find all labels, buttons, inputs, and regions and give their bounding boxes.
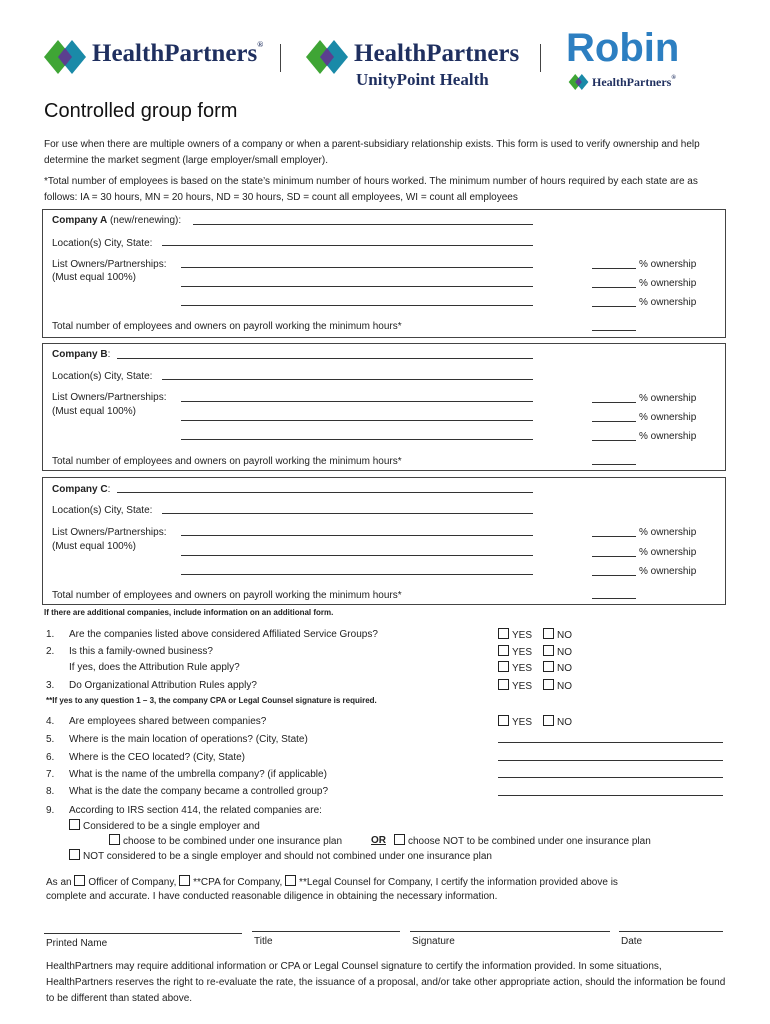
q4-no-checkbox[interactable] (543, 715, 554, 726)
q9-combined-checkbox[interactable] (109, 834, 120, 845)
q2-number: 2. (46, 646, 55, 657)
company-c-ownership-3-field[interactable] (592, 575, 636, 576)
certification-line-1 (46, 875, 618, 889)
logo2-brand: HealthPartners (354, 40, 520, 67)
company-b-owner-3-field[interactable] (181, 439, 533, 440)
intro-paragraph: For use when there are multiple owners of a company or when a parent-subsidiary relationship exists. This form is used to verify ownership and help determine the market segment (large employer/small employer). (44, 139, 700, 166)
company-c-must-equal-label: (Must equal 100%) (52, 541, 136, 552)
q6-number: 6. (46, 752, 55, 763)
q9-option-not-combined[interactable]: choose NOT to be combined under one insurance plan (394, 834, 651, 848)
q3-no-checkbox[interactable] (543, 679, 554, 690)
healthpartners-unitypoint-diamond-icon (306, 40, 350, 74)
company-c-ownership-3-label: % ownership (639, 566, 697, 577)
company-a-label: Company A (new/renewing): (52, 215, 182, 226)
company-a-ownership-1-field[interactable] (592, 268, 636, 269)
company-c-ownership-1-label: % ownership (639, 527, 697, 538)
company-a-owner-2-field[interactable] (181, 286, 533, 287)
q4-text: Are employees shared between companies? (69, 716, 267, 727)
q2-yes-checkbox[interactable] (498, 645, 509, 656)
q9-not-combined-checkbox[interactable] (394, 834, 405, 845)
date-label: Date (621, 936, 643, 947)
company-c-location-field[interactable] (162, 513, 533, 514)
q3-number: 3. (46, 680, 55, 691)
q9-not-single-employer-checkbox[interactable] (69, 849, 80, 860)
q4-number: 4. (46, 716, 55, 727)
healthpartners-diamond-icon (44, 40, 88, 74)
q5-text: Where is the main location of operations? (City, State) (69, 734, 308, 745)
company-c-name-field[interactable] (117, 492, 533, 493)
company-c-ownership-2-label: % ownership (639, 547, 697, 558)
logo3-trademark: ® (671, 75, 676, 81)
company-a-must-equal-label: (Must equal 100%) (52, 272, 136, 283)
q1-number: 1. (46, 629, 55, 640)
legal-counsel-checkbox[interactable] (285, 875, 296, 886)
signature-field[interactable] (410, 931, 610, 932)
company-b-ownership-1-field[interactable] (592, 402, 636, 403)
q6-text: Where is the CEO located? (City, State) (69, 752, 245, 763)
company-b-owner-2-field[interactable] (181, 420, 533, 421)
company-b-ownership-2-label: % ownership (639, 412, 697, 423)
company-b-ownership-2-field[interactable] (592, 421, 636, 422)
company-c-ownership-2-field[interactable] (592, 556, 636, 557)
company-b-total-field[interactable] (592, 464, 636, 465)
company-a-owner-3-field[interactable] (181, 305, 533, 306)
q9-number: 9. (46, 805, 55, 816)
robin-healthpartners-diamond-icon (568, 74, 590, 90)
signature-label: Signature (412, 936, 455, 947)
logo1-brand: HealthPartners (92, 40, 258, 67)
q2-text: Is this a family-owned business? (69, 646, 213, 657)
company-b-total-label: Total number of employees and owners on payroll working the minimum hours* (52, 456, 402, 467)
company-b-ownership-3-label: % ownership (639, 431, 697, 442)
cpa-checkbox[interactable] (179, 875, 190, 886)
company-b-ownership-1-label: % ownership (639, 393, 697, 404)
q9-option-combined[interactable]: choose to be combined under one insurance plan (109, 834, 342, 848)
printed-name-label: Printed Name (46, 938, 108, 949)
company-c-owner-1-field[interactable] (181, 535, 533, 536)
signature-required-note: **If yes to any question 1 – 3, the company CPA or Legal Counsel signature is required. (46, 696, 377, 705)
logo1-trademark: ® (257, 40, 264, 49)
company-a-ownership-3-label: % ownership (639, 297, 697, 308)
q5-answer-field[interactable] (498, 742, 723, 743)
company-b-owners-label: List Owners/Partnerships: (52, 392, 167, 403)
logo3-sub: HealthPartners (592, 75, 672, 89)
officer-checkbox[interactable] (74, 875, 85, 886)
footer-disclaimer: HealthPartners may require additional information or CPA or Legal Counsel signature to certify the information provided. In some situations, HealthPartners reserves the right to re-evaluate the rate, the issuance of a proposal, and/or take other appropriate action, should the information be found to be different than stated above. (46, 961, 726, 1004)
q9-option-single-employer[interactable]: Considered to be a single employer and (69, 819, 260, 833)
header-separator-2 (540, 44, 541, 72)
q2-yes-option[interactable]: YES (498, 645, 532, 659)
company-a-total-label: Total number of employees and owners on payroll working the minimum hours* (52, 321, 402, 332)
company-c-total-label: Total number of employees and owners on payroll working the minimum hours* (52, 590, 402, 601)
certify-as-an: As an (46, 877, 72, 888)
company-a-location-field[interactable] (162, 245, 533, 246)
q9-option-not-single-employer[interactable]: NOT considered to be a single employer and should not combined under one insurance plan (69, 849, 492, 863)
hours-note-paragraph: *Total number of employees is based on the state’s minimum number of hours worked. The minimum number of hours required by each state are as follows: IA = 30 hours, MN = 20 hours, ND = 30 hours, SD = count all employees, WI = count all employees (44, 176, 698, 203)
q8-number: 8. (46, 786, 55, 797)
q4-no-option[interactable]: NO (543, 715, 572, 729)
q1-yes-checkbox[interactable] (498, 628, 509, 639)
company-a-ownership-3-field[interactable] (592, 306, 636, 307)
page-title: Controlled group form (44, 100, 238, 122)
additional-companies-note: If there are additional companies, include information on an additional form. (44, 608, 334, 617)
q7-text: What is the name of the umbrella company? (if applicable) (69, 769, 327, 780)
q6-answer-field[interactable] (498, 760, 723, 761)
q7-number: 7. (46, 769, 55, 780)
company-a-section (42, 209, 726, 338)
company-b-name-field[interactable] (117, 358, 533, 359)
company-c-owner-2-field[interactable] (181, 555, 533, 556)
q8-answer-field[interactable] (498, 795, 723, 796)
q9-text: According to IRS section 414, the related companies are: (69, 805, 322, 816)
q9-or-label: OR (371, 835, 386, 846)
officer-label: Officer of Company, (88, 877, 177, 888)
q2b-yes-checkbox[interactable] (498, 661, 509, 672)
company-a-ownership-1-label: % ownership (639, 259, 697, 270)
company-a-owner-1-field[interactable] (181, 267, 533, 268)
q2b-text: If yes, does the Attribution Rule apply? (69, 662, 240, 673)
q1-text: Are the companies listed above considered Affiliated Service Groups? (69, 629, 378, 640)
company-a-name-field[interactable] (193, 224, 533, 225)
company-c-section (42, 477, 726, 605)
q4-yes-checkbox[interactable] (498, 715, 509, 726)
q1-yes-option[interactable]: YES (498, 628, 532, 642)
company-a-owners-label: List Owners/Partnerships: (52, 259, 167, 270)
company-c-ownership-1-field[interactable] (592, 536, 636, 537)
q2b-no-option[interactable]: NO (543, 661, 572, 675)
company-b-owner-1-field[interactable] (181, 401, 533, 402)
q2-no-option[interactable]: NO (543, 645, 572, 659)
legal-counsel-label: **Legal Counsel for Company, I certify the information provided above is (299, 877, 618, 888)
company-c-owner-3-field[interactable] (181, 574, 533, 575)
date-field[interactable] (619, 931, 723, 932)
company-a-total-field[interactable] (592, 330, 636, 331)
q8-text: What is the date the company became a controlled group? (69, 786, 329, 797)
company-c-location-label: Location(s) City, State: (52, 505, 153, 516)
q5-number: 5. (46, 734, 55, 745)
logo2-sub: UnityPoint Health (356, 70, 489, 89)
q2-no-checkbox[interactable] (543, 645, 554, 656)
q9-single-employer-checkbox[interactable] (69, 819, 80, 830)
company-b-section (42, 343, 726, 471)
company-b-location-label: Location(s) City, State: (52, 371, 153, 382)
q2b-yes-option[interactable]: YES (498, 661, 532, 675)
company-b-label: Company B: (52, 349, 111, 360)
printed-name-field[interactable] (44, 933, 242, 934)
company-c-label: Company C: (52, 484, 111, 495)
q1-no-option[interactable]: NO (543, 628, 572, 642)
robin-brand: Robin (566, 26, 680, 70)
certification-line-2: complete and accurate. I have conducted reasonable diligence in obtaining the necessary information. (46, 891, 498, 902)
company-c-owners-label: List Owners/Partnerships: (52, 527, 167, 538)
cpa-label: **CPA for Company, (193, 877, 283, 888)
title-label: Title (254, 936, 273, 947)
company-b-must-equal-label: (Must equal 100%) (52, 406, 136, 417)
title-field[interactable] (252, 931, 400, 932)
company-b-location-field[interactable] (162, 379, 533, 380)
q3-yes-option[interactable]: YES (498, 679, 532, 693)
company-a-ownership-2-field[interactable] (592, 287, 636, 288)
q1-no-checkbox[interactable] (543, 628, 554, 639)
company-a-ownership-2-label: % ownership (639, 278, 697, 289)
q7-answer-field[interactable] (498, 777, 723, 778)
q2b-no-checkbox[interactable] (543, 661, 554, 672)
company-c-total-field[interactable] (592, 598, 636, 599)
q3-yes-checkbox[interactable] (498, 679, 509, 690)
company-b-ownership-3-field[interactable] (592, 440, 636, 441)
q3-text: Do Organizational Attribution Rules apply? (69, 680, 257, 691)
company-a-location-label: Location(s) City, State: (52, 238, 153, 249)
q3-no-option[interactable]: NO (543, 679, 572, 693)
header-separator-1 (280, 44, 281, 72)
q4-yes-option[interactable]: YES (498, 715, 532, 729)
